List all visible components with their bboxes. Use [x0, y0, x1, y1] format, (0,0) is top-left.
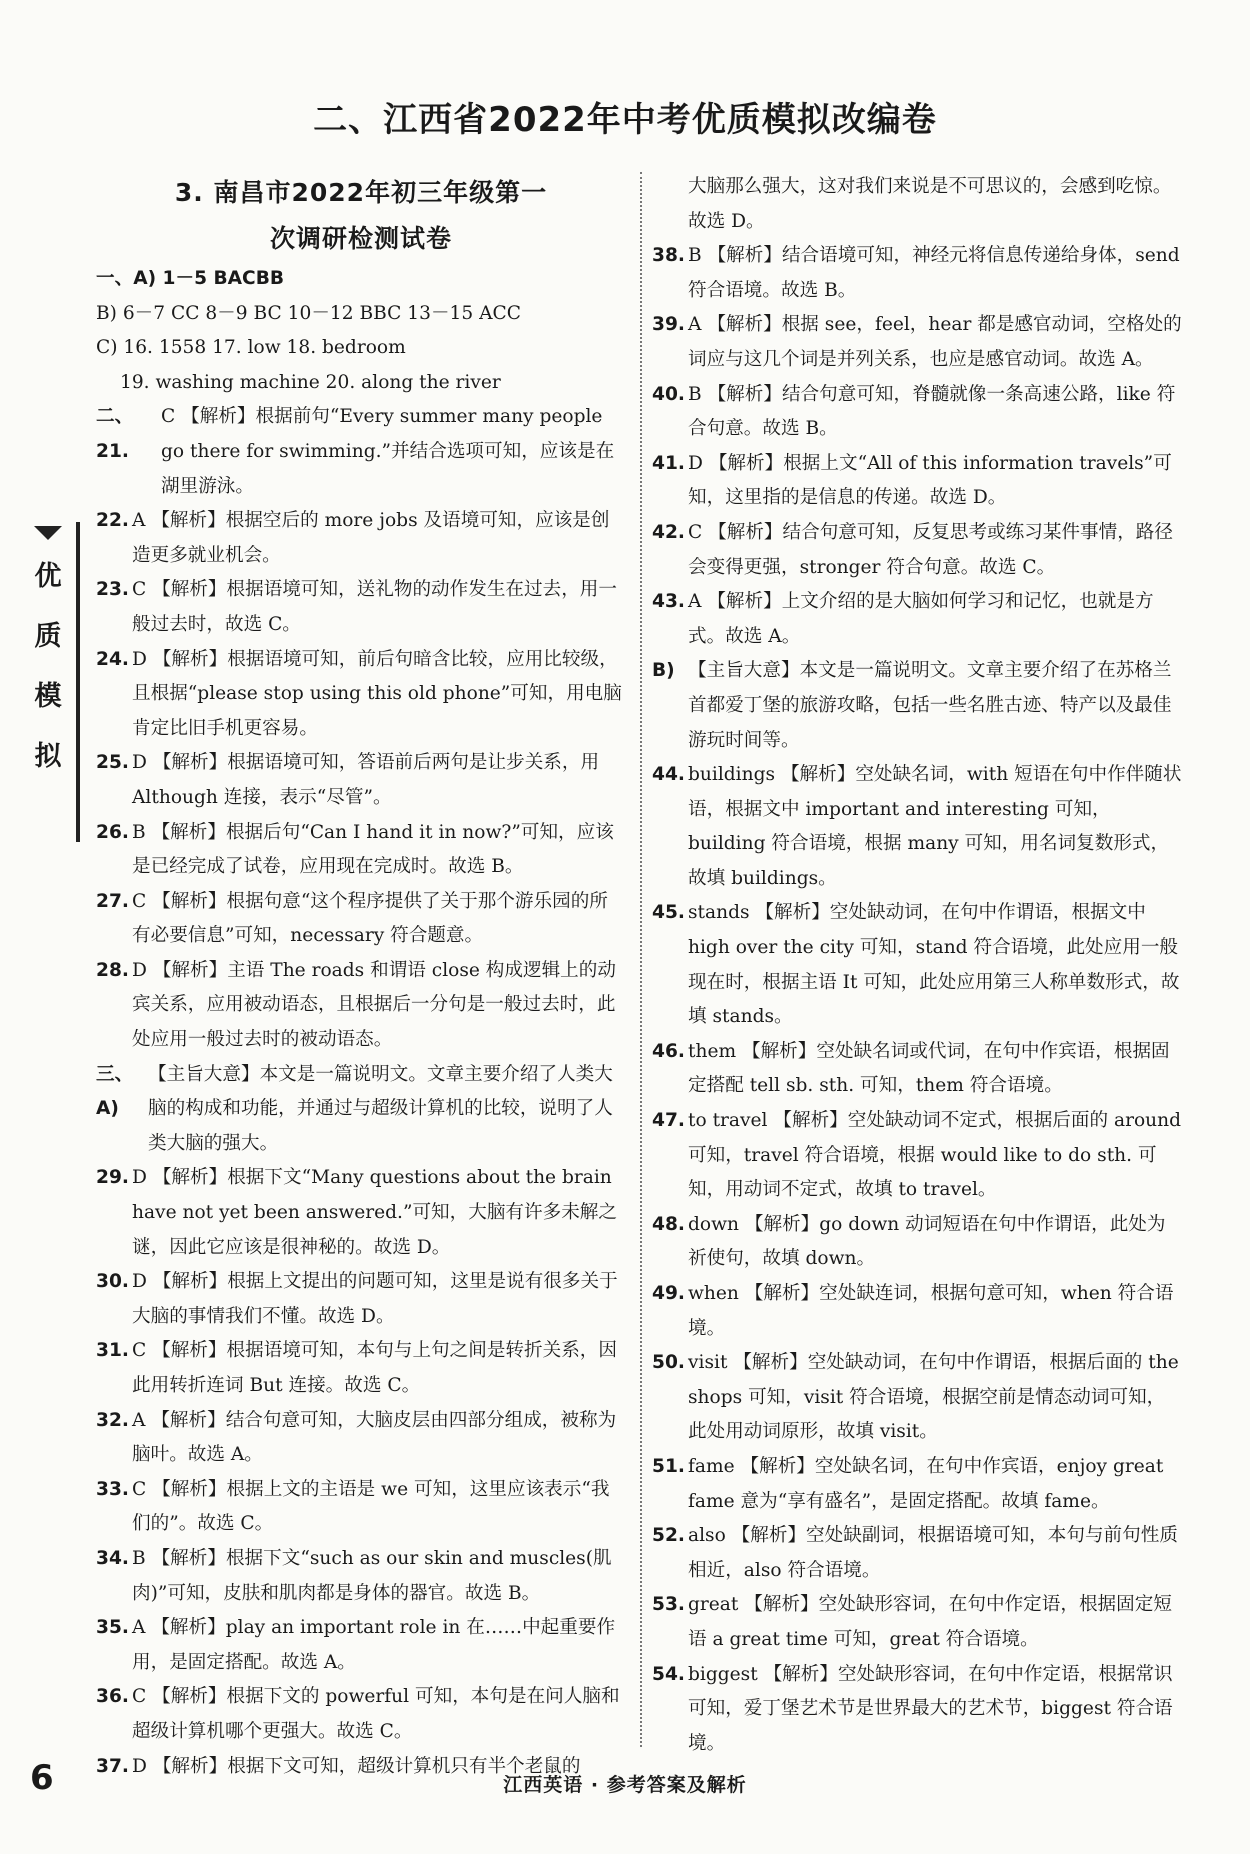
- item-text: visit 【解析】空处缺动词，在句中作谓语，根据后面的 the shops 可知，visit 符合语境，根据空前是情态动词可知，此处用动词原形，故填 visit。: [688, 1352, 1179, 1443]
- item-text: 【主旨大意】本文是一篇说明文。文章主要介绍了人类大脑的构成和功能，并通过与超级计算机的比较，说明了人类大脑的强大。: [148, 1063, 613, 1154]
- answer-item: [652, 896, 1182, 1034]
- item-text: C 【解析】根据语境可知，送礼物的动作发生在过去，用一般过去时，故选 C。: [132, 579, 617, 635]
- item-number: 48.: [652, 1213, 685, 1235]
- item-text: biggest 【解析】空处缺形容词，在句中作定语，根据常识可知，爱丁堡艺术节是世界最大的艺术节，biggest 符合语境。: [688, 1663, 1173, 1754]
- item-text: down 【解析】go down 动词短语在句中作谓语，此处为祈使句，故填 down。: [688, 1213, 1166, 1270]
- item-number: 46.: [652, 1040, 685, 1062]
- answer-item: [96, 1542, 626, 1611]
- page-number: 6: [30, 1758, 54, 1798]
- answer-item: [96, 1680, 626, 1749]
- answer-item: [652, 1450, 1182, 1519]
- item-number: 45.: [652, 902, 685, 924]
- item-text: to travel 【解析】空处缺动词不定式，根据后面的 around 可知，travel 符合语境，根据 would like to do sth. 可知，用动词不定式，故填 to travel。: [688, 1110, 1182, 1201]
- section-title-line1: 3. 南昌市2022年初三年级第一: [174, 178, 548, 207]
- answer-item: [96, 1058, 626, 1162]
- item-text: them 【解析】空处缺名词或代词，在句中作宾语，根据固定搭配 tell sb. sth. 可知，them 符合语境。: [688, 1040, 1170, 1097]
- answer-item: [96, 746, 626, 815]
- item-number: 36.: [96, 1686, 129, 1708]
- side-tab-char: 优: [34, 561, 62, 592]
- item-number: 22.: [96, 510, 129, 532]
- item-number: 40.: [652, 383, 685, 405]
- item-number: 42.: [652, 521, 685, 543]
- answer-item: [652, 758, 1182, 896]
- right-column: [652, 170, 1182, 1761]
- section-title-line2: 次调研检测试卷: [269, 224, 452, 253]
- item-text: A 【解析】根据空后的 more jobs 及语境可知，应该是创造更多就业机会。: [132, 510, 610, 566]
- item-text: when 【解析】空处缺连词，根据句意可知，when 符合语境。: [688, 1283, 1174, 1339]
- answer-item: [652, 447, 1182, 516]
- item-number: 47.: [652, 1110, 685, 1132]
- item-text: stands 【解析】空处缺动词，在句中作谓语，根据文中 high over the city 可知，stand 符合语境，此处应用一般现在时，根据主语 It 可知，此处应用第三人称单数形式，故填 stands。: [688, 902, 1180, 1028]
- answer-item: [96, 504, 626, 573]
- left-items-list: [96, 400, 626, 1784]
- item-number: B): [652, 660, 675, 682]
- answer-item: [652, 1208, 1182, 1277]
- item-text: D 【解析】根据语境可知，答语前后两句是让步关系，用 Although 连接，表示“尽管”。: [132, 752, 600, 808]
- item-number: 31.: [96, 1340, 129, 1362]
- answer-item: [96, 573, 626, 642]
- item-number: 49.: [652, 1283, 685, 1304]
- side-tab-char: 质: [34, 621, 62, 652]
- item-text: C 【解析】根据前句“Every summer many people go there for swimming.”并结合选项可知，应该是在湖里游泳。: [161, 406, 615, 497]
- item-number: 24.: [96, 648, 129, 670]
- right-items-list: [652, 239, 1182, 1761]
- item-number: 26.: [96, 821, 129, 843]
- item-number: 25.: [96, 752, 129, 774]
- item-number: 29.: [96, 1167, 129, 1189]
- footer: 江西英语 · 参考答案及解析: [503, 1774, 747, 1796]
- side-tab: [20, 522, 80, 842]
- item-text: D 【解析】根据上文“All of this information travels”可知，这里指的是信息的传递。故选 D。: [688, 452, 1172, 509]
- answer-item: [96, 885, 626, 954]
- item-number: 35.: [96, 1617, 129, 1639]
- left-column: [96, 170, 626, 1784]
- item-text: buildings 【解析】空处缺名词，with 短语在句中作伴随状语，根据文中 important and interesting 可知，building 符合语境，根据 many 可知，用名词复数形式，故填 buildings。: [688, 764, 1182, 889]
- item-text: D 【解析】根据下文可知，超级计算机只有半个老鼠的: [132, 1755, 581, 1777]
- answer-item: [652, 516, 1182, 585]
- answer-item: [96, 1611, 626, 1680]
- item-text: A 【解析】根据 see，feel，hear 都是感官动词，空格处的词应与这几个词是并列关系，也应是感官动词。故选 A。: [688, 314, 1182, 370]
- item-text: fame 【解析】空处缺名词，在句中作宾语，enjoy great fame 意为“享有盛名”，是固定搭配。故填 fame。: [688, 1455, 1164, 1512]
- item-number: 二、21.: [96, 406, 134, 462]
- item-text: A 【解析】结合句意可知，大脑皮层由四部分组成，被称为脑叶。故选 A。: [132, 1409, 617, 1466]
- item-number: 53.: [652, 1594, 685, 1616]
- item-text: A 【解析】上文介绍的是大脑如何学习和记忆，也就是方式。故选 A。: [688, 591, 1154, 647]
- item-number: 37.: [96, 1755, 129, 1777]
- item-text: B 【解析】结合语境可知，神经元将信息传递给身体，send 符合语境。故选 B。: [688, 245, 1180, 301]
- answer-item: [652, 1658, 1182, 1762]
- item-text: D 【解析】根据下文“Many questions about the brain have not yet been answered.”可知，大脑有许多未解之谜，因此它应该是很神秘的。故选 D。: [132, 1167, 617, 1258]
- answer-line: 19. washing machine 20. along the river: [120, 371, 501, 393]
- answer-item: [652, 239, 1182, 308]
- answer-item: [96, 1404, 626, 1473]
- answer-line: C) 16. 1558 17. low 18. bedroom: [96, 337, 406, 359]
- item-number: 38.: [652, 245, 685, 267]
- answer-item: [96, 643, 626, 747]
- item-number: 44.: [652, 764, 685, 786]
- answer-item: [652, 1588, 1182, 1657]
- answer-item: [96, 816, 626, 885]
- answer-item: [652, 1104, 1182, 1208]
- item-text: C 【解析】结合句意可知，反复思考或练习某件事情，路径会变得更强，stronger 符合句意。故选 C。: [688, 521, 1173, 578]
- item-text: 【主旨大意】本文是一篇说明文。文章主要介绍了在苏格兰首都爱丁堡的旅游攻略，包括一些名胜古迹、特产以及最佳游玩时间等。: [688, 660, 1172, 751]
- item-text: A 【解析】play an important role in 在……中起重要作用，是固定搭配。故选 A。: [132, 1617, 616, 1673]
- continuation-text: 大脑那么强大，这对我们来说是不可思议的，会感到吃惊。故选 D。: [688, 176, 1172, 232]
- side-tab-char: 模: [34, 681, 62, 712]
- item-text: C 【解析】根据上文的主语是 we 可知，这里应该表示“我们的”。故选 C。: [132, 1478, 610, 1535]
- item-number: 52.: [652, 1525, 685, 1547]
- answer-line: 一、A) 1－5 BACBB: [96, 268, 285, 289]
- item-number: 30.: [96, 1271, 129, 1293]
- item-number: 39.: [652, 314, 685, 336]
- item-number: 27.: [96, 890, 129, 912]
- item-number: 34.: [96, 1547, 129, 1569]
- answer-item: [652, 1519, 1182, 1588]
- page-title: 二、江西省2022年中考优质模拟改编卷: [313, 100, 937, 140]
- item-number: 32.: [96, 1409, 129, 1431]
- item-number: 51.: [652, 1455, 685, 1477]
- answer-item: [652, 378, 1182, 447]
- answer-item: [652, 585, 1182, 654]
- item-number: 43.: [652, 591, 685, 613]
- item-text: D 【解析】根据上文提出的问题可知，这里是说有很多关于大脑的事情我们不懂。故选 D。: [132, 1271, 618, 1327]
- answer-item: [652, 1277, 1182, 1346]
- answer-item: [96, 1265, 626, 1334]
- item-number: 33.: [96, 1478, 129, 1500]
- item-text: B 【解析】根据下文“such as our skin and muscles(肌肉)”可知，皮肤和肌肉都是身体的器官。故选 B。: [132, 1547, 612, 1604]
- item-text: D 【解析】根据语境可知，前后句暗含比较，应用比较级，且根据“please stop using this old phone”可知，用电脑肯定比旧手机更容易。: [132, 648, 622, 739]
- column-divider: [640, 172, 642, 1747]
- item-text: B 【解析】结合句意可知，脊髓就像一条高速公路，like 符合句意。故选 B。: [688, 383, 1176, 440]
- item-number: 23.: [96, 579, 129, 601]
- item-number: 三、A): [96, 1063, 134, 1120]
- item-text: also 【解析】空处缺副词，根据语境可知，本句与前句性质相近，also 符合语境。: [688, 1525, 1178, 1581]
- answer-item: [96, 954, 626, 1058]
- item-text: C 【解析】根据句意“这个程序提供了关于那个游乐园的所有必要信息”可知，necessary 符合题意。: [132, 890, 608, 947]
- side-tab-char: 拟: [34, 741, 62, 772]
- answer-item: [652, 654, 1182, 758]
- item-number: 41.: [652, 452, 685, 474]
- answer-item: [652, 1346, 1182, 1450]
- answer-item: [96, 1161, 626, 1265]
- triangle-marker-icon: [34, 526, 62, 540]
- answer-item: [96, 400, 626, 504]
- item-text: D 【解析】主语 The roads 和谓语 close 构成逻辑上的动宾关系，应用被动语态，且根据后一分句是一般过去时，此处应用一般过去时的被动语态。: [132, 959, 616, 1051]
- item-text: great 【解析】空处缺形容词，在句中作定语，根据固定短语 a great time 可知，great 符合语境。: [688, 1594, 1172, 1650]
- item-text: C 【解析】根据语境可知，本句与上句之间是转折关系，因此用转折连词 But 连接。故选 C。: [132, 1340, 617, 1396]
- item-number: 54.: [652, 1663, 685, 1685]
- answer-item: [652, 308, 1182, 377]
- answer-item: [652, 1035, 1182, 1104]
- item-number: 50.: [652, 1352, 685, 1374]
- answer-item: [96, 1334, 626, 1403]
- item-number: 28.: [96, 959, 129, 981]
- answer-item: [96, 1473, 626, 1542]
- item-text: B 【解析】根据后句“Can I hand it in now?”可知，应该是已经完成了试卷，应用现在完成时。故选 B。: [132, 821, 614, 878]
- answer-line: B) 6－7 CC 8－9 BC 10－12 BBC 13－15 ACC: [96, 302, 522, 324]
- item-text: C 【解析】根据下文的 powerful 可知，本句是在问人脑和超级计算机哪个更强大。故选 C。: [132, 1686, 620, 1742]
